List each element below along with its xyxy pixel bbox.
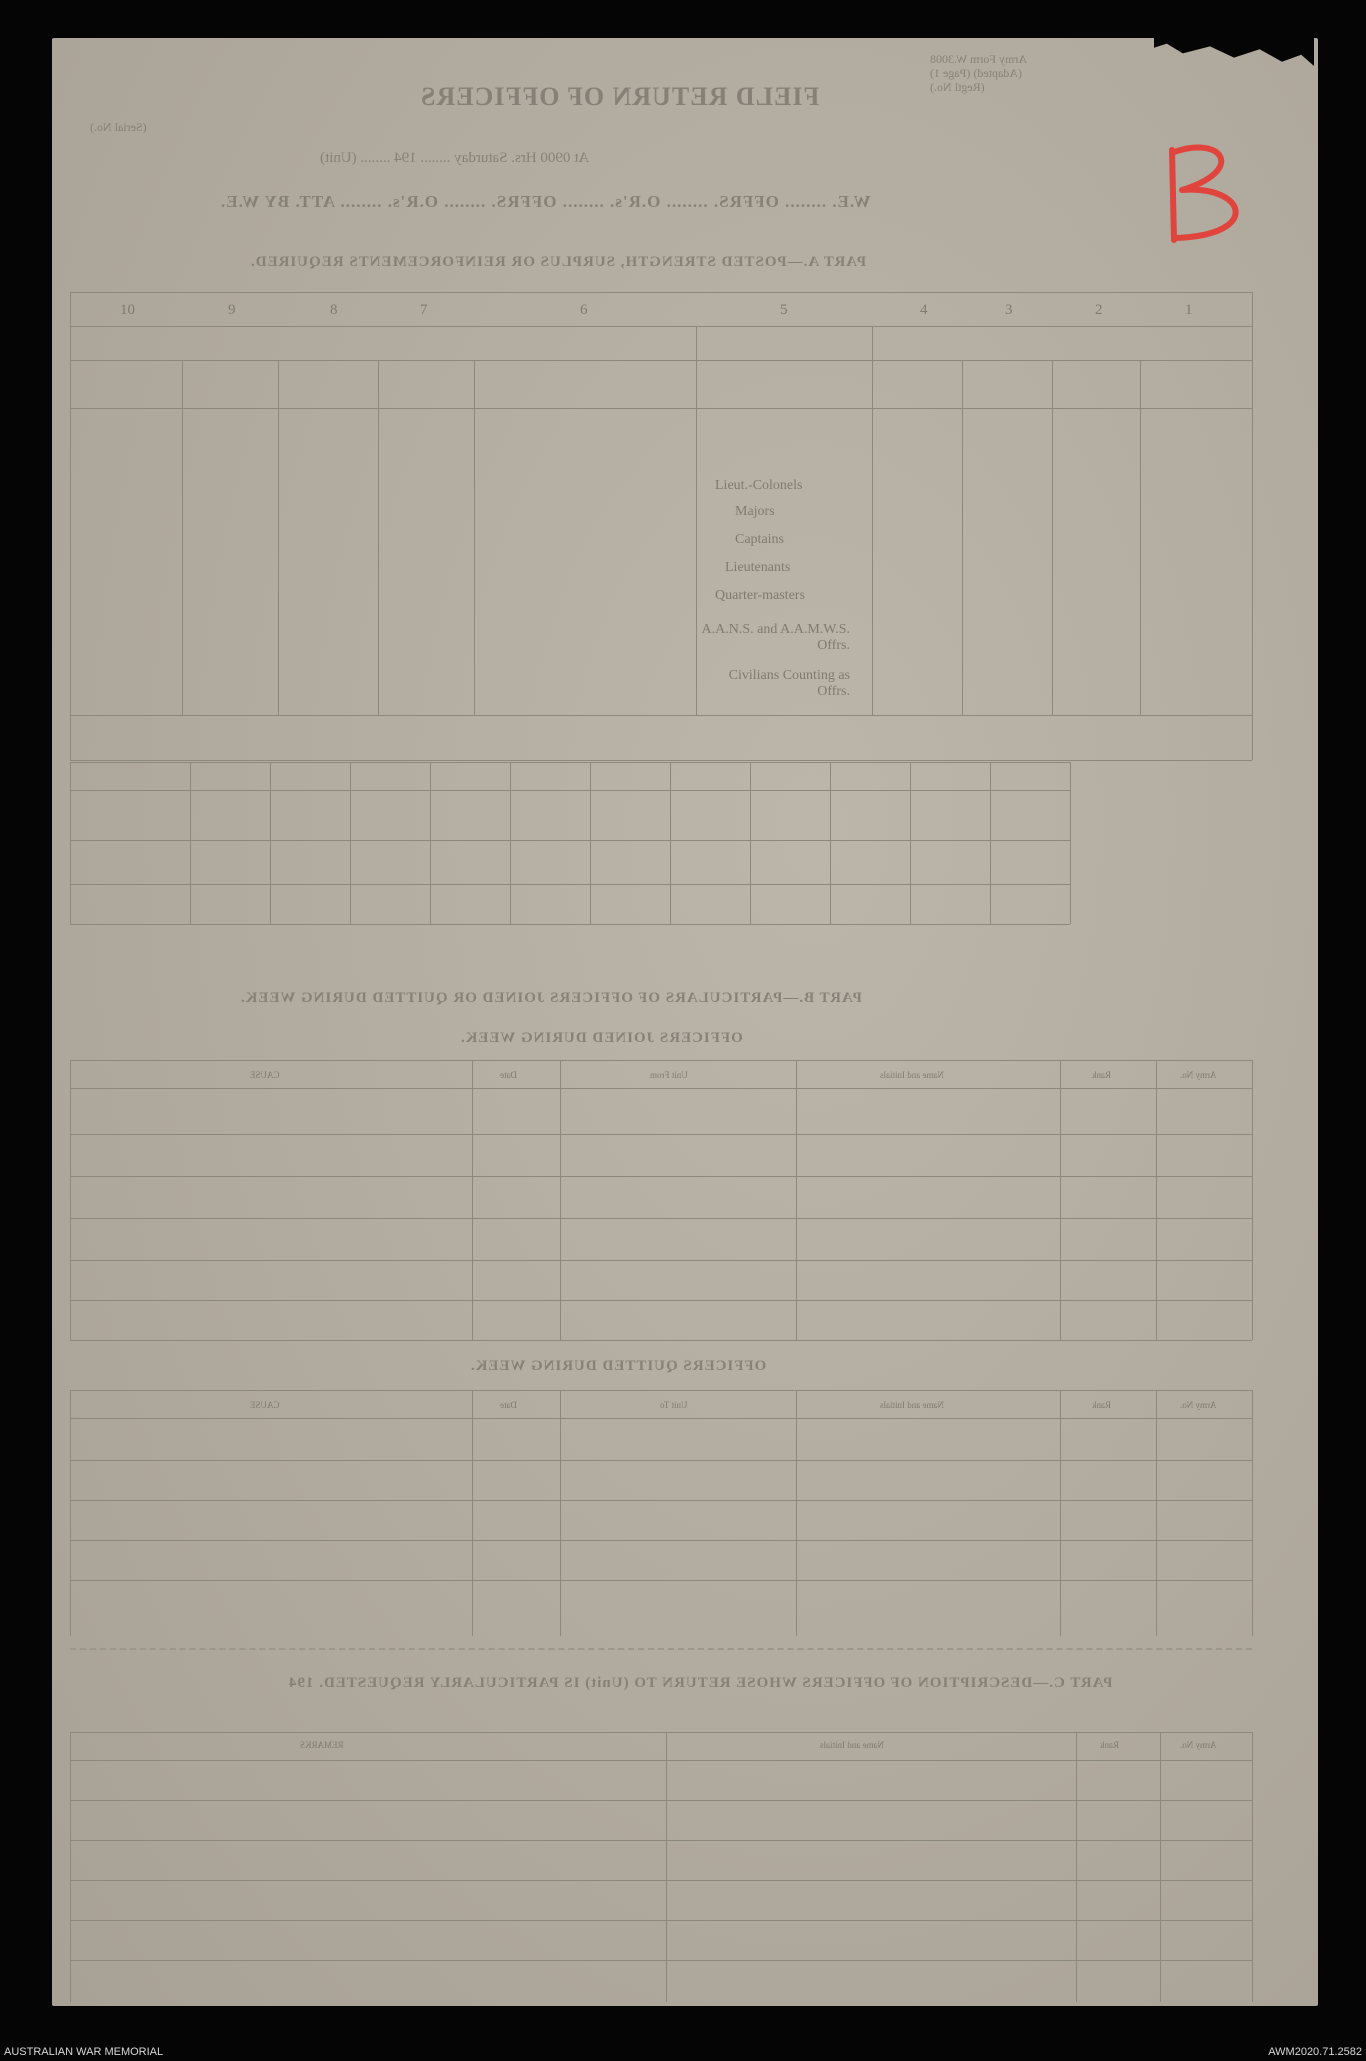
column-number: 6: [580, 302, 588, 318]
column-number: 9: [228, 302, 236, 318]
handwritten-b-annotation: [1152, 140, 1272, 260]
category-label: Majors: [735, 504, 775, 519]
category-label: Quarter-masters: [715, 588, 805, 603]
form-sheet: [52, 38, 1318, 2006]
strength-line: W.E. ........ OFFRS. ........ O.R's. ........ OFFRS. ........ O.R's. ........ ATT. BY W.E.: [220, 192, 871, 211]
column-number: 3: [1005, 302, 1013, 318]
column-number: 1: [1185, 302, 1193, 318]
col-name: Name and Initials: [880, 1070, 944, 1080]
col-cause: CAUSE: [250, 1070, 280, 1080]
category-label: Lieutenants: [725, 560, 791, 575]
col-date: Date: [500, 1400, 517, 1410]
column-number: 10: [120, 302, 135, 318]
col-army-no: Army No.: [1180, 1740, 1217, 1750]
form-title: FIELD RETURN OF OFFICERS: [420, 82, 820, 111]
footer-left: AUSTRALIAN WAR MEMORIAL: [4, 2046, 164, 2058]
col-name: Name and Initials: [820, 1740, 884, 1750]
column-number: 7: [420, 302, 428, 318]
column-number: 8: [330, 302, 338, 318]
col-name: Name and Initials: [880, 1400, 944, 1410]
col-unit-from: Unit From: [650, 1070, 688, 1080]
part-b-title: PART B.—PARTICULARS OF OFFICERS JOINED OR QUITTED DURING WEEK.: [240, 990, 862, 1006]
col-rank: Rank: [1092, 1070, 1111, 1080]
col-army-no: Army No.: [1180, 1070, 1217, 1080]
col-date: Date: [500, 1070, 517, 1080]
col-army-no: Army No.: [1180, 1400, 1217, 1410]
form-code: Army Form W.3008 (Adapted) (Page 1) (Regtl No.): [930, 52, 1028, 94]
joined-title: OFFICERS JOINED DURING WEEK.: [460, 1030, 743, 1046]
footer-right: AWM2020.71.2582: [1268, 2046, 1362, 2058]
col-cause: CAUSE: [250, 1400, 280, 1410]
col-unit-to: Unit To: [660, 1400, 688, 1410]
quitted-title: OFFICERS QUITTED DURING WEEK.: [470, 1358, 767, 1374]
column-number: 2: [1095, 302, 1103, 318]
col-rank: Rank: [1092, 1400, 1111, 1410]
column-number: 4: [920, 302, 928, 318]
category-label: Civilians Counting as Offrs.: [728, 668, 850, 699]
category-label: Captains: [735, 532, 784, 547]
category-label: A.A.N.S. and A.A.M.W.S. Offrs.: [701, 622, 850, 653]
date-line: At 0900 Hrs. Saturday ........ 194 ........ (Unit): [320, 150, 590, 166]
part-c-title: PART C.—DESCRIPTION OF OFFICERS WHOSE RETURN TO (Unit) IS PARTICULARLY REQUESTED. 194: [287, 1675, 1113, 1691]
serial-number: (Serial No.): [90, 120, 147, 134]
perforation-line: [70, 1648, 1252, 1650]
col-rank: Rank: [1100, 1740, 1119, 1750]
category-label: Lieut.-Colonels: [715, 478, 803, 493]
col-remarks: REMARKS: [300, 1740, 344, 1750]
column-number: 5: [780, 302, 788, 318]
part-a-title: PART A.—POSTED STRENGTH, SURPLUS OR REINFORCEMENTS REQUIRED.: [250, 254, 867, 270]
